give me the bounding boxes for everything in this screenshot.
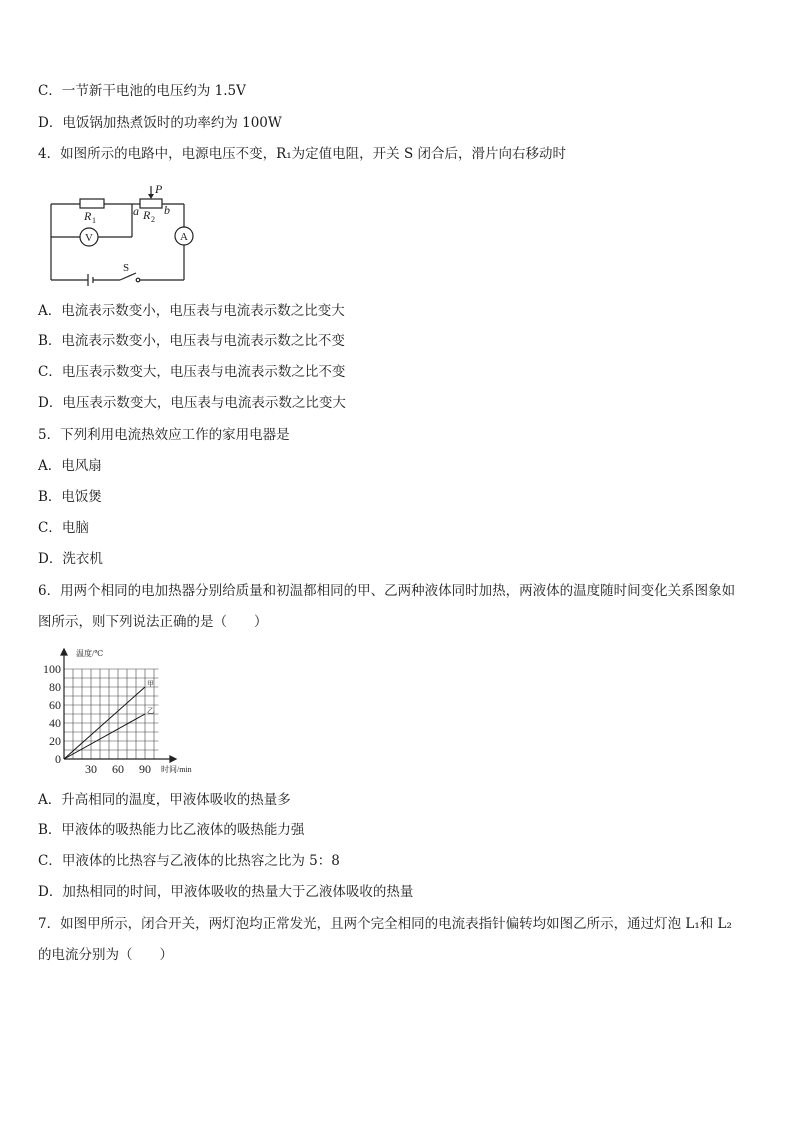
q3-option-c: C．一节新干电池的电压约为 1.5V bbox=[38, 83, 246, 99]
circuit-diagram bbox=[44, 178, 204, 288]
q7-stem-line2: 的电流分别为（ ） bbox=[38, 947, 173, 963]
y-tick-label: 60 bbox=[49, 698, 61, 712]
terminal-a-label: a bbox=[133, 204, 139, 218]
q5-option-b: B．电饭煲 bbox=[38, 489, 102, 505]
ammeter-label: A bbox=[180, 231, 188, 243]
svg-text:2: 2 bbox=[151, 215, 155, 224]
y-tick-label: 0 bbox=[55, 752, 61, 766]
slider-p-label: P bbox=[155, 182, 163, 196]
x-tick-label: 90 bbox=[139, 762, 151, 775]
q5-stem: 5．下列利用电流热效应工作的家用电器是 bbox=[38, 427, 290, 443]
svg-text:1: 1 bbox=[92, 216, 96, 225]
y-tick-label: 40 bbox=[49, 716, 61, 730]
q6-option-b: B．甲液体的吸热能力比乙液体的吸热能力强 bbox=[38, 822, 305, 838]
q4-option-b: B．电流表示数变小，电压表与电流表示数之比不变 bbox=[38, 333, 345, 349]
q6-stem-line2: 图所示，则下列说法正确的是（ ） bbox=[38, 614, 268, 630]
series-label: 乙 bbox=[147, 707, 154, 715]
x-tick-label: 30 bbox=[85, 762, 97, 775]
x-axis-arrow bbox=[170, 756, 176, 762]
q6-option-c: C．甲液体的比热容与乙液体的比热容之比为 5：8 bbox=[38, 853, 340, 869]
q3-option-d: D．电饭锅加热煮饭时的功率约为 100W bbox=[38, 115, 282, 131]
y-axis-label: 温度/℃ bbox=[76, 649, 104, 658]
q4-option-d: D．电压表示数变大，电压表与电流表示数之比变大 bbox=[38, 395, 346, 411]
q7-stem-line1: 7．如图甲所示，闭合开关，两灯泡均正常发光，且两个完全相同的电流表指针偏转均如图乙所示，通过灯泡 L₁和 L₂ bbox=[38, 916, 732, 932]
r2-label bbox=[142, 208, 155, 224]
q6-option-a: A．升高相同的温度，甲液体吸收的热量多 bbox=[38, 792, 291, 808]
y-tick-label: 20 bbox=[49, 734, 61, 748]
q5-option-d: D．洗衣机 bbox=[38, 551, 103, 567]
q4-option-a: A．电流表示数变小，电压表与电流表示数之比变大 bbox=[38, 303, 345, 319]
y-tick-label: 80 bbox=[49, 680, 61, 694]
x-tick-label: 60 bbox=[112, 762, 124, 775]
series-line bbox=[64, 714, 145, 759]
svg-text:R: R bbox=[84, 209, 92, 223]
y-axis-arrow bbox=[61, 649, 67, 655]
switch-label: S bbox=[123, 262, 130, 274]
series-label: 甲 bbox=[147, 680, 154, 688]
q6-option-d: D．加热相同的时间，甲液体吸收的热量大于乙液体吸收的热量 bbox=[38, 884, 414, 900]
q4-option-c: C．电压表示数变大，电压表与电流表示数之比不变 bbox=[38, 364, 346, 380]
q4-stem: 4．如图所示的电路中，电源电压不变，R₁为定值电阻，开关 S 闭合后，滑片向右移动时 bbox=[38, 146, 566, 162]
q6-stem-line1: 6．用两个相同的电加热器分别给质量和初温都相同的甲、乙两种液体同时加热，两液体的温度随时间变化关系图象如 bbox=[38, 583, 736, 599]
terminal-b-label: b bbox=[164, 203, 170, 217]
q5-option-c: C．电脑 bbox=[38, 520, 89, 536]
x-axis-label: 时间/min bbox=[161, 765, 192, 774]
svg-text:R: R bbox=[143, 208, 151, 222]
q5-option-a: A．电风扇 bbox=[38, 458, 102, 474]
y-tick-label: 100 bbox=[43, 662, 61, 676]
voltmeter-label: V bbox=[85, 232, 93, 244]
r1-label bbox=[83, 209, 96, 225]
temperature-time-chart bbox=[36, 645, 206, 775]
